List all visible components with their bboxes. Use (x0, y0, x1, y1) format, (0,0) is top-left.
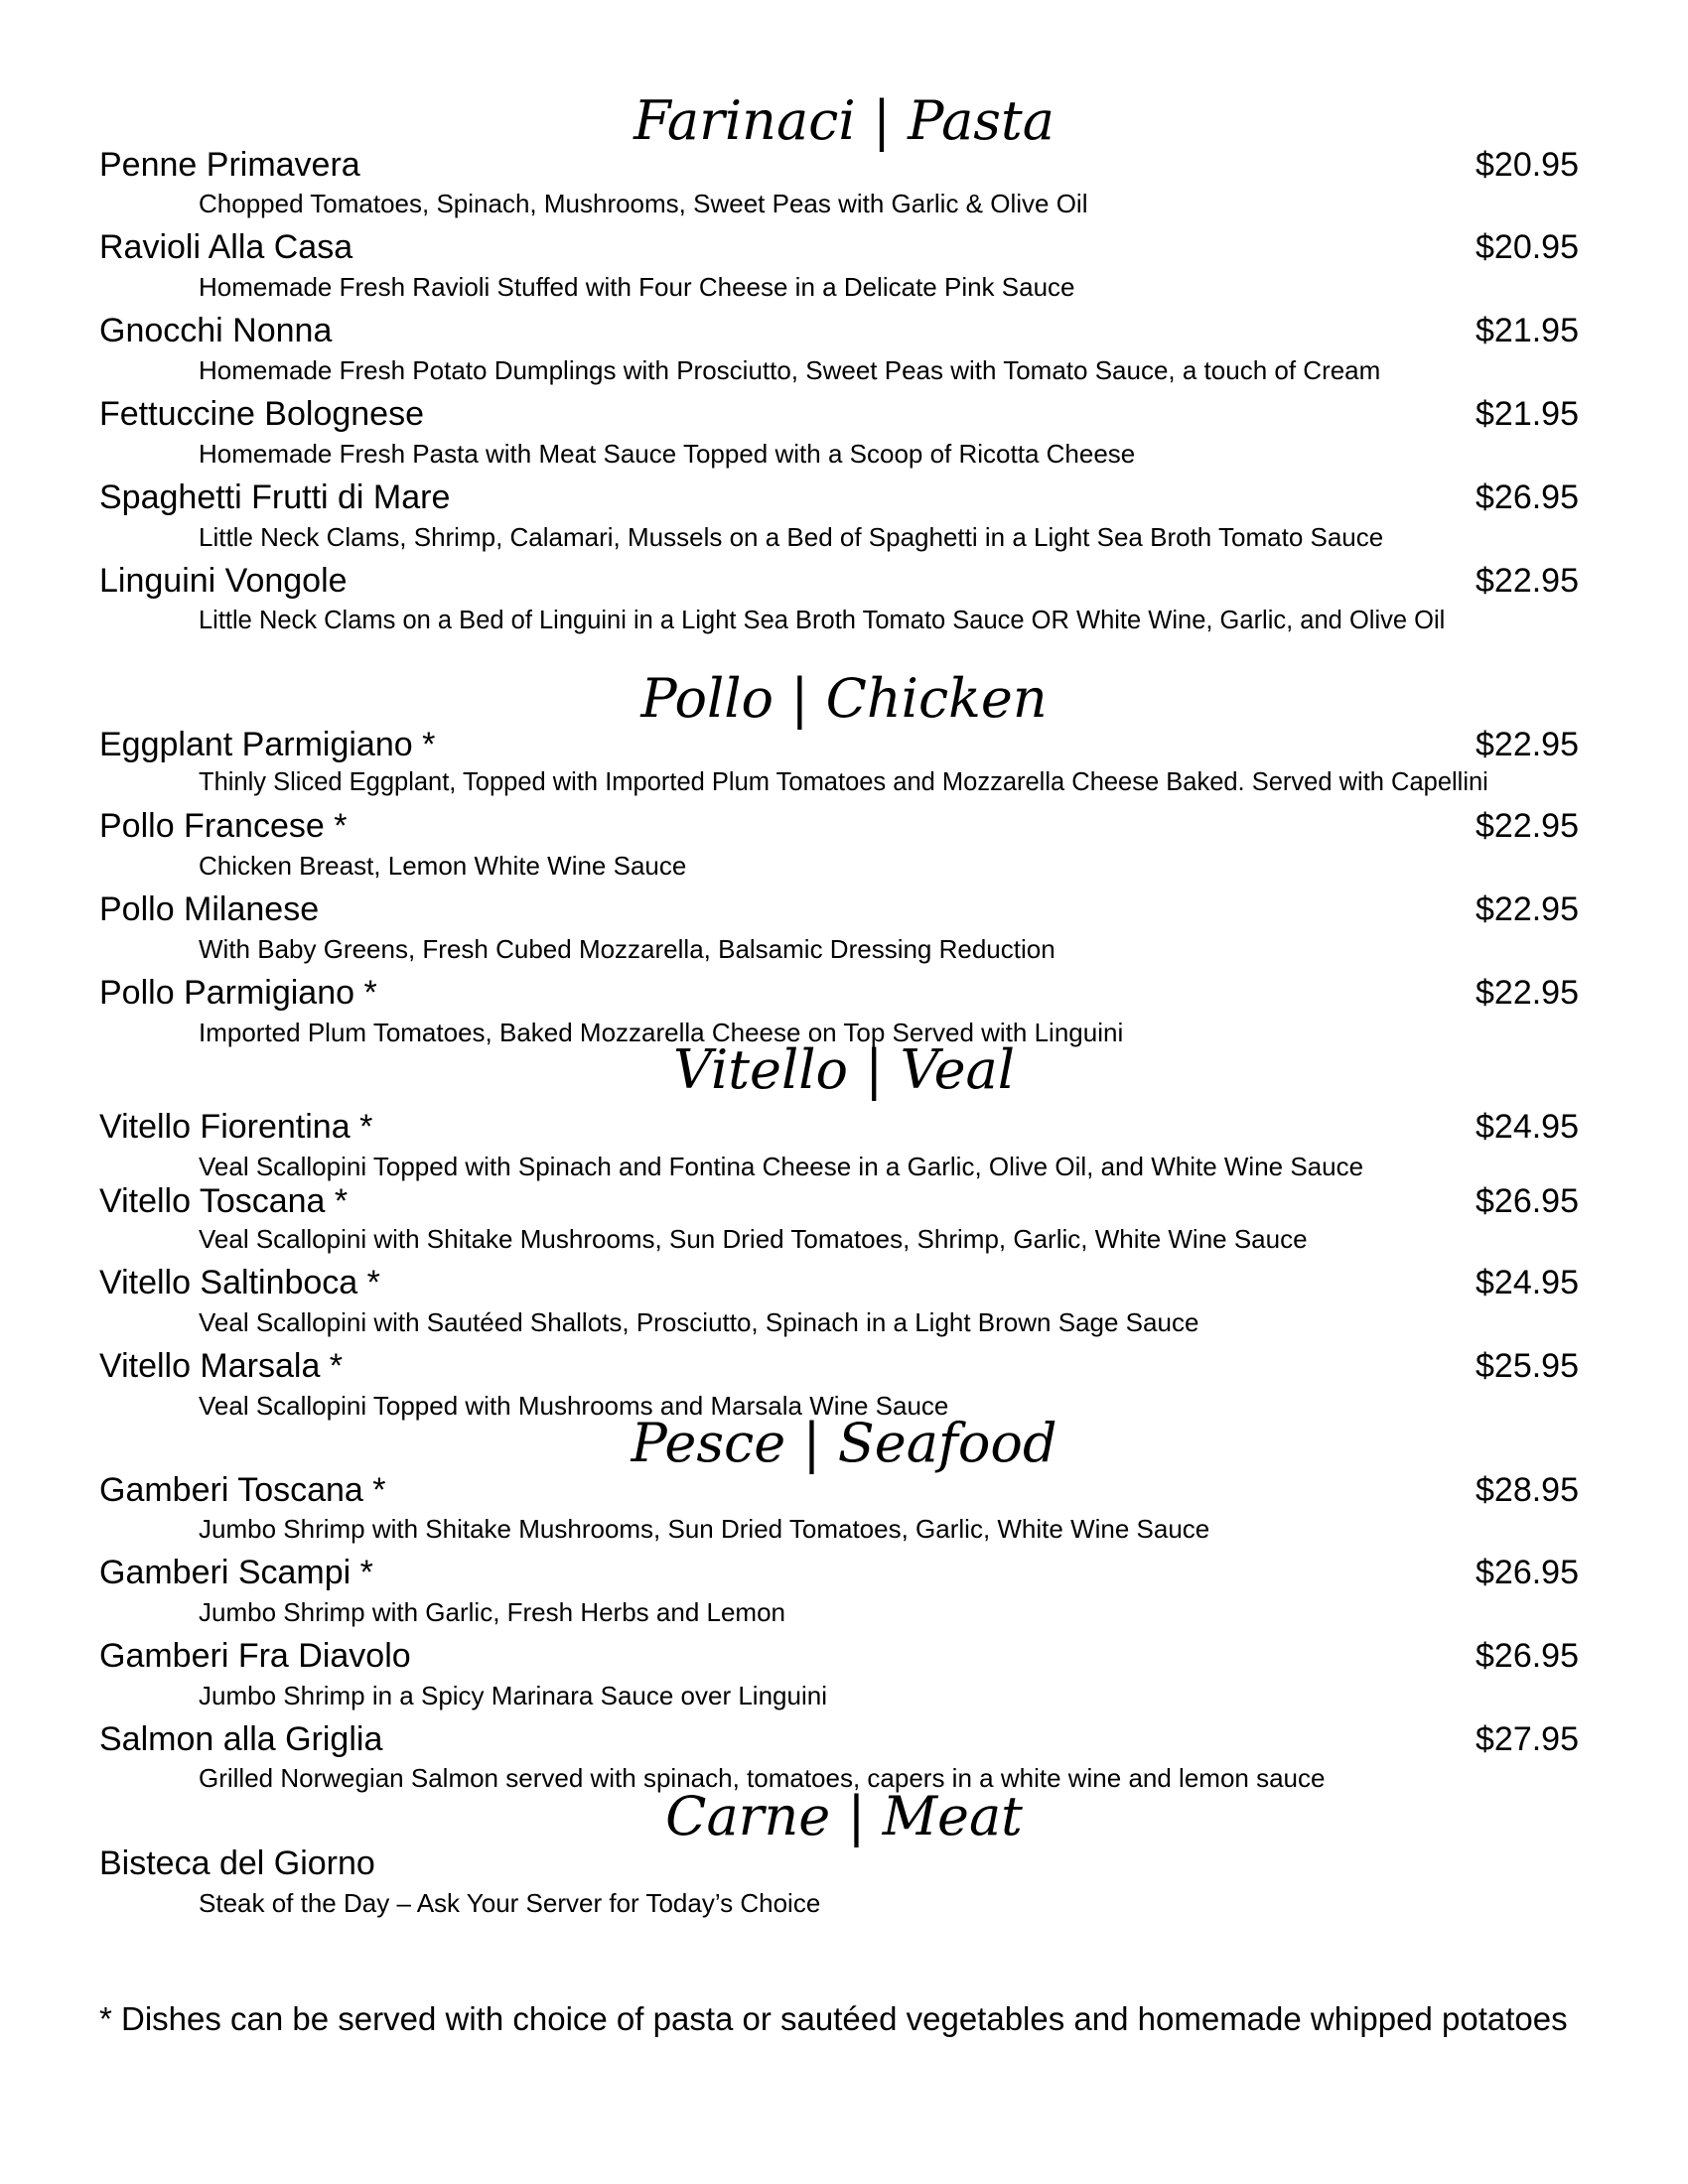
item-name: Vitello Saltinboca * (99, 1264, 380, 1301)
item-description: Veal Scallopini with Shitake Mushrooms, Sun Dried Tomatoes, Shrimp, Garlic, White Wine Sauce (199, 1224, 1308, 1254)
item-name: Spaghetti Frutti di Mare (99, 478, 451, 516)
menu-item (99, 973, 1579, 1019)
menu-item (99, 1553, 1579, 1598)
item-description: Little Neck Clams, Shrimp, Calamari, Mussels on a Bed of Spaghetti in a Light Sea Broth Tomato Sauce (199, 522, 1384, 552)
item-description: Little Neck Clams on a Bed of Linguini in a Light Sea Broth Tomato Sauce OR White Wine, Garlic, and Olive Oil (199, 607, 1446, 634)
section-heading-pasta: Farinaci | Pasta (633, 89, 1055, 152)
item-price: $25.95 (1476, 1347, 1579, 1385)
menu-item (99, 1719, 1579, 1765)
item-name: Pollo Francese * (99, 807, 348, 845)
item-description: Jumbo Shrimp in a Spicy Marinara Sauce over Linguini (199, 1681, 827, 1710)
item-price: $22.95 (1476, 562, 1579, 600)
item-price: $22.95 (1476, 974, 1579, 1012)
item-price: $20.95 (1476, 146, 1579, 184)
item-name: Linguini Vongole (99, 562, 348, 600)
footnote: * Dishes can be served with choice of pasta or sautéed vegetables and homemade whipped potatoes (99, 2000, 1568, 2037)
menu-item (99, 725, 1579, 770)
item-description: Veal Scallopini Topped with Mushrooms and Marsala Wine Sauce (199, 1391, 949, 1421)
menu-item (99, 227, 1579, 273)
item-price: $28.95 (1476, 1471, 1579, 1509)
item-price: $26.95 (1476, 1554, 1579, 1591)
item-name: Gnocchi Nonna (99, 312, 333, 349)
item-price: $27.95 (1476, 1720, 1579, 1758)
item-description: Grilled Norwegian Salmon served with spinach, tomatoes, capers in a white wine and lemon sauce (199, 1763, 1326, 1793)
item-name: Fettuccine Bolognese (99, 395, 424, 433)
item-description: Steak of the Day – Ask Your Server for Today’s Choice (199, 1888, 821, 1918)
menu-item (99, 1470, 1579, 1516)
item-name: Ravioli Alla Casa (99, 228, 353, 266)
item-description: Homemade Fresh Potato Dumplings with Prosciutto, Sweet Peas with Tomato Sauce, a touch of Cream (199, 355, 1381, 385)
item-price: $24.95 (1476, 1264, 1579, 1301)
item-description: Jumbo Shrimp with Garlic, Fresh Herbs and Lemon (199, 1597, 786, 1627)
item-name: Vitello Marsala * (99, 1347, 344, 1385)
menu-item (99, 806, 1579, 852)
menu-item (99, 394, 1579, 440)
item-description: Homemade Fresh Ravioli Stuffed with Four Cheese in a Delicate Pink Sauce (199, 272, 1075, 302)
item-name: Penne Primavera (99, 146, 360, 184)
item-name: Vitello Fiorentina * (99, 1108, 373, 1146)
item-price: $22.95 (1476, 807, 1579, 845)
menu-item (99, 561, 1579, 607)
item-name: Eggplant Parmigiano * (99, 726, 436, 763)
item-description: Veal Scallopini with Sautéed Shallots, Prosciutto, Spinach in a Light Brown Sage Sauce (199, 1307, 1199, 1337)
item-description: Imported Plum Tomatoes, Baked Mozzarella Cheese on Top Served with Linguini (199, 1018, 1124, 1047)
item-price: $26.95 (1476, 1637, 1579, 1675)
item-price: $21.95 (1476, 395, 1579, 433)
item-description: With Baby Greens, Fresh Cubed Mozzarella, Balsamic Dressing Reduction (199, 934, 1055, 964)
item-price: $21.95 (1476, 312, 1579, 349)
menu-item (99, 889, 1579, 935)
item-description: Jumbo Shrimp with Shitake Mushrooms, Sun Dried Tomatoes, Garlic, White Wine Sauce (199, 1514, 1210, 1544)
menu-item (99, 1346, 1579, 1392)
section-heading-meat: Carne | Meat (665, 1785, 1023, 1847)
item-name: Pollo Parmigiano * (99, 974, 377, 1012)
item-description: Homemade Fresh Pasta with Meat Sauce Topped with a Scoop of Ricotta Cheese (199, 439, 1136, 469)
section-heading-chicken: Pollo | Chicken (640, 667, 1048, 730)
menu-item (99, 311, 1579, 356)
item-description: Chicken Breast, Lemon White Wine Sauce (199, 851, 687, 881)
item-name: Vitello Toscana * (99, 1182, 349, 1220)
item-price: $26.95 (1476, 1182, 1579, 1220)
menu-item (99, 1107, 1579, 1153)
menu-item (99, 1181, 1579, 1227)
item-name: Bisteca del Giorno (99, 1844, 375, 1882)
item-name: Gamberi Scampi * (99, 1554, 373, 1591)
item-description: Chopped Tomatoes, Spinach, Mushrooms, Sweet Peas with Garlic & Olive Oil (199, 189, 1088, 218)
item-description: Thinly Sliced Eggplant, Topped with Imported Plum Tomatoes and Mozzarella Cheese Baked. Served with Capellini (199, 768, 1488, 796)
menu-item (99, 1843, 1579, 1889)
item-name: Salmon alla Griglia (99, 1720, 383, 1758)
item-description: Veal Scallopini Topped with Spinach and Fontina Cheese in a Garlic, Olive Oil, and White Wine Sauce (199, 1152, 1364, 1181)
section-heading-veal: Vitello | Veal (672, 1038, 1015, 1101)
item-name: Gamberi Toscana * (99, 1471, 386, 1509)
menu-item (99, 145, 1579, 191)
item-price: $20.95 (1476, 228, 1579, 266)
item-price: $22.95 (1476, 726, 1579, 763)
item-price: $26.95 (1476, 478, 1579, 516)
menu-item (99, 1636, 1579, 1682)
section-heading-seafood: Pesce | Seafood (631, 1412, 1057, 1474)
item-name: Pollo Milanese (99, 890, 320, 928)
menu-item (99, 478, 1579, 523)
item-price: $22.95 (1476, 890, 1579, 928)
item-name: Gamberi Fra Diavolo (99, 1637, 411, 1675)
menu-item (99, 1263, 1579, 1308)
item-price: $24.95 (1476, 1108, 1579, 1146)
